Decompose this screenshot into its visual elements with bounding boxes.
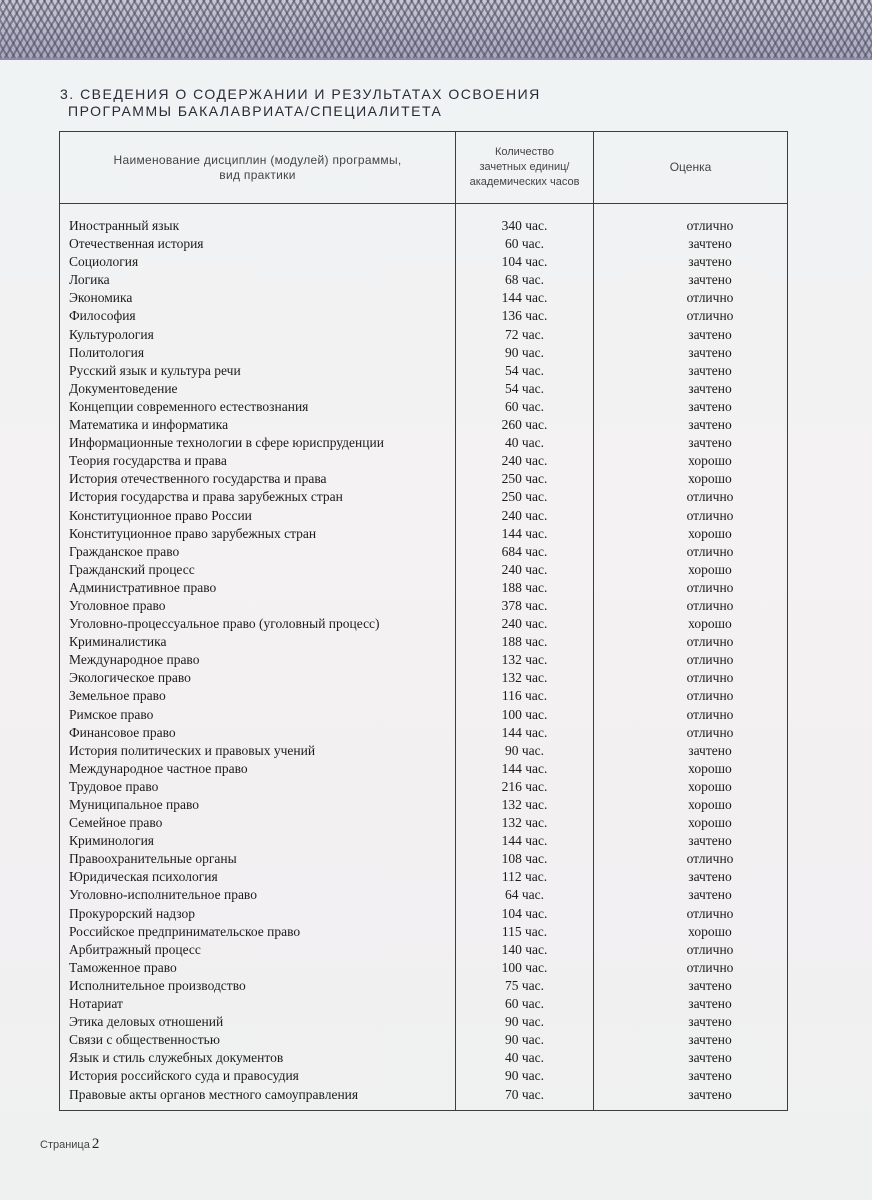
grade-value: зачтено (688, 869, 732, 885)
table-row (60, 362, 787, 380)
table-row (60, 271, 787, 289)
table-row (60, 923, 787, 941)
hours-value: 240 час. (501, 507, 548, 523)
hours-value: 260 час. (501, 417, 548, 433)
table-row (60, 326, 787, 344)
table-row (60, 253, 787, 271)
hours-value: 90 час. (504, 1014, 545, 1030)
discipline-name: Арбитражный процесс (69, 941, 201, 957)
grade-value: хорошо (688, 471, 732, 487)
grade-value: зачтено (688, 833, 732, 849)
table-row (60, 742, 787, 760)
hours-value: 240 час. (501, 453, 548, 469)
table-row (60, 579, 787, 597)
hours-value: 240 час. (501, 561, 548, 577)
discipline-name: Иностранный язык (69, 218, 180, 233)
table-row (60, 796, 787, 814)
hours-value: 54 час. (504, 380, 545, 396)
table-row (60, 1031, 787, 1049)
header-grade: Оценка (669, 160, 712, 174)
grade-value: зачтено (688, 887, 732, 903)
hours-value: 104 час. (501, 254, 548, 270)
discipline-name: История политических и правовых учений (69, 742, 316, 758)
table-row (60, 941, 787, 959)
table-row (60, 452, 787, 470)
table-row (60, 235, 787, 253)
table-row (60, 850, 787, 868)
hours-value: 90 час. (504, 1068, 545, 1084)
hours-value: 144 час. (501, 290, 548, 306)
grade-value: отлично (686, 652, 734, 668)
table-row (60, 561, 787, 579)
grade-value: хорошо (688, 815, 732, 831)
table-row (60, 778, 787, 796)
grade-value: отлично (686, 706, 734, 722)
discipline-name: История отечественного государства и права (69, 471, 327, 487)
page-label: Страница (40, 1139, 90, 1151)
grade-value: отлично (686, 670, 734, 686)
table-row (60, 307, 787, 325)
grade-value: отлично (686, 597, 734, 613)
discipline-name: Социология (69, 254, 139, 270)
hours-value: 144 час. (501, 760, 548, 776)
grade-value: отлично (686, 218, 734, 233)
hours-value: 144 час. (501, 833, 548, 849)
table-row (60, 416, 787, 434)
grade-value: зачтено (688, 977, 732, 993)
discipline-name: Прокурорский надзор (69, 905, 195, 921)
hours-value: 90 час. (504, 1032, 545, 1048)
table-row (60, 651, 787, 669)
table-row (60, 995, 787, 1013)
discipline-name: Правовые акты органов местного самоуправления (69, 1086, 359, 1102)
hours-value: 188 час. (501, 634, 548, 650)
hours-value: 250 час. (501, 471, 548, 487)
discipline-name: Административное право (69, 579, 217, 595)
discipline-name: Логика (69, 272, 110, 288)
hours-value: 54 час. (504, 362, 545, 378)
table-row (60, 488, 787, 506)
grade-value: хорошо (688, 797, 732, 812)
table-row (60, 886, 787, 904)
discipline-name: Международное право (69, 652, 200, 668)
table-row (60, 832, 787, 850)
hours-value: 378 час. (501, 597, 548, 613)
grade-value: хорошо (688, 760, 732, 776)
header-credits-line-2: зачетных единиц/ (479, 161, 570, 173)
discipline-name: Нотариат (69, 996, 123, 1012)
table-row (60, 289, 787, 307)
grade-value: хорошо (688, 561, 732, 577)
header-credits-line-3: академических часов (469, 176, 580, 188)
discipline-name: Русский язык и культура речи (69, 362, 241, 378)
discipline-name: Земельное право (69, 688, 166, 704)
header-divider (60, 203, 787, 204)
grade-value: отлично (686, 941, 734, 957)
discipline-name: Документоведение (69, 380, 178, 396)
hours-value: 144 час. (501, 724, 548, 740)
table-row (60, 760, 787, 778)
header-credits-line-1: Количество (494, 146, 555, 158)
grade-value: зачтено (688, 1086, 732, 1102)
grade-value: зачтено (688, 326, 732, 342)
hours-value: 140 час. (501, 941, 548, 957)
grade-value: отлично (686, 688, 734, 704)
table-row (60, 615, 787, 633)
grade-value: отлично (686, 507, 734, 523)
table-row (60, 814, 787, 832)
hours-value: 75 час. (504, 977, 545, 993)
table-row (60, 1013, 787, 1031)
grade-value: хорошо (688, 778, 732, 794)
table-row (60, 344, 787, 362)
table-row (60, 543, 787, 561)
hours-value: 68 час. (504, 272, 545, 288)
discipline-name: Язык и стиль служебных документов (69, 1050, 284, 1066)
page-number: 2 (91, 1136, 100, 1152)
grade-value: зачтено (688, 272, 732, 288)
grade-value: хорошо (688, 453, 732, 469)
discipline-name: Уголовно-исполнительное право (69, 887, 257, 903)
grade-value: отлично (686, 489, 734, 505)
table-row (60, 380, 787, 398)
hours-value: 108 час. (501, 851, 548, 867)
table-row (60, 905, 787, 923)
table-row (60, 597, 787, 615)
discipline-name: Политология (69, 344, 145, 360)
header-credits (456, 132, 593, 203)
hours-value: 250 час. (501, 489, 548, 505)
table-row (60, 507, 787, 525)
grade-value: отлично (686, 959, 734, 975)
discipline-name: Гражданское право (69, 543, 180, 559)
discipline-name: Отечественная история (69, 236, 204, 252)
hours-value: 104 час. (501, 905, 548, 921)
hours-value: 100 час. (501, 706, 548, 722)
header-discipline-line-2: вид практики (219, 167, 296, 182)
discipline-name: Экологическое право (69, 670, 191, 686)
discipline-name: Финансовое право (69, 724, 176, 740)
hours-value: 100 час. (501, 959, 548, 975)
discipline-name: Информационные технологии в сфере юриспруденции (69, 435, 384, 451)
discipline-name: Математика и информатика (69, 417, 229, 433)
hours-value: 70 час. (504, 1086, 545, 1102)
discipline-name: Таможенное право (69, 959, 177, 975)
hours-value: 72 час. (504, 326, 545, 342)
discipline-name: Криминалистика (69, 634, 167, 650)
hours-value: 188 час. (501, 579, 548, 595)
grade-value: отлично (686, 634, 734, 650)
discipline-name: Международное частное право (69, 760, 248, 776)
grade-value: отлично (686, 724, 734, 740)
hours-value: 132 час. (501, 797, 548, 812)
grade-value: зачтено (688, 435, 732, 451)
discipline-name: Гражданский процесс (69, 561, 195, 577)
grade-value: зачтено (688, 254, 732, 270)
discipline-name: Конституционное право зарубежных стран (69, 525, 317, 541)
hours-value: 60 час. (504, 996, 545, 1012)
section-title (60, 86, 660, 120)
grade-value: хорошо (688, 616, 732, 632)
grade-value: хорошо (688, 923, 732, 939)
discipline-name: Юридическая психология (69, 869, 218, 885)
hours-value: 40 час. (504, 1050, 545, 1066)
discipline-name: Культурология (69, 326, 154, 342)
table-row (60, 398, 787, 416)
section-title-line-1: 3. СВЕДЕНИЯ О СОДЕРЖАНИИ И РЕЗУЛЬТАТАХ ОСВОЕНИЯ (60, 86, 541, 102)
decorative-guilloche-border (0, 0, 872, 60)
hours-value: 90 час. (504, 344, 545, 360)
hours-value: 340 час. (501, 218, 548, 233)
hours-value: 132 час. (501, 815, 548, 831)
page-footer (40, 1136, 99, 1153)
hours-value: 144 час. (501, 525, 548, 541)
grade-value: зачтено (688, 344, 732, 360)
table-row (60, 1049, 787, 1067)
hours-value: 115 час. (501, 923, 548, 939)
discipline-name: Исполнительное производство (69, 977, 246, 993)
discipline-name: Конституционное право России (69, 507, 252, 523)
grade-value: зачтено (688, 362, 732, 378)
hours-value: 60 час. (504, 398, 545, 414)
grade-value: зачтено (688, 380, 732, 396)
table-row (60, 633, 787, 651)
disciplines-table (59, 131, 788, 1111)
discipline-name: Уголовно-процессуальное право (уголовный процесс) (69, 616, 380, 632)
hours-value: 40 час. (504, 435, 545, 451)
hours-value: 684 час. (501, 543, 548, 559)
discipline-name: Римское право (69, 706, 154, 722)
table-row (60, 217, 787, 235)
discipline-name: Трудовое право (69, 778, 159, 794)
grade-value: отлично (686, 290, 734, 306)
grade-value: зачтено (688, 1032, 732, 1048)
grade-value: отлично (686, 579, 734, 595)
grade-value: зачтено (688, 996, 732, 1012)
discipline-name: Семейное право (69, 815, 163, 831)
discipline-name: Связи с общественностью (69, 1032, 220, 1048)
grade-value: зачтено (688, 742, 732, 758)
grade-value: зачтено (688, 1014, 732, 1030)
table-row (60, 706, 787, 724)
table-row (60, 525, 787, 543)
discipline-name: Муниципальное право (69, 797, 200, 812)
discipline-name: Философия (69, 308, 136, 324)
table-row (60, 669, 787, 687)
table-row (60, 1086, 787, 1104)
hours-value: 132 час. (501, 652, 548, 668)
grade-value: зачтено (688, 1050, 732, 1066)
discipline-name: Концепции современного естествознания (69, 398, 309, 414)
discipline-name: Экономика (69, 290, 133, 306)
table-row (60, 868, 787, 886)
discipline-name: История российского суда и правосудия (69, 1068, 299, 1084)
table-row (60, 959, 787, 977)
hours-value: 136 час. (501, 308, 548, 324)
grade-value: отлично (686, 543, 734, 559)
hours-value: 60 час. (504, 236, 545, 252)
grade-value: отлично (686, 905, 734, 921)
hours-value: 112 час. (501, 869, 548, 885)
grade-value: зачтено (688, 1068, 732, 1084)
discipline-name: Уголовное право (69, 597, 166, 613)
header-discipline-line-1: Наименование дисциплин (модулей) программы, (113, 152, 402, 167)
grade-value: отлично (686, 851, 734, 867)
hours-value: 116 час. (501, 688, 548, 704)
grade-value: отлично (686, 308, 734, 324)
grade-value: зачтено (688, 236, 732, 252)
section-title-line-2: ПРОГРАММЫ БАКАЛАВРИАТА/СПЕЦИАЛИТЕТА (68, 103, 443, 119)
table-body (60, 217, 787, 1104)
table-row (60, 470, 787, 488)
discipline-name: Криминология (69, 833, 155, 849)
hours-value: 64 час. (504, 887, 545, 903)
grade-value: зачтено (688, 417, 732, 433)
hours-value: 216 час. (501, 778, 548, 794)
discipline-name: Российское предпринимательское право (69, 923, 301, 939)
table-row (60, 724, 787, 742)
table-row (60, 687, 787, 705)
header-discipline (60, 132, 455, 203)
table-row (60, 1067, 787, 1085)
hours-value: 240 час. (501, 616, 548, 632)
discipline-name: Правоохранительные органы (69, 851, 237, 867)
table-row (60, 977, 787, 995)
discipline-name: Этика деловых отношений (69, 1014, 224, 1030)
grade-value: зачтено (688, 398, 732, 414)
hours-value: 132 час. (501, 670, 548, 686)
discipline-name: Теория государства и права (69, 453, 227, 469)
hours-value: 90 час. (504, 742, 545, 758)
grade-value: хорошо (688, 525, 732, 541)
discipline-name: История государства и права зарубежных стран (69, 489, 343, 505)
table-row (60, 434, 787, 452)
